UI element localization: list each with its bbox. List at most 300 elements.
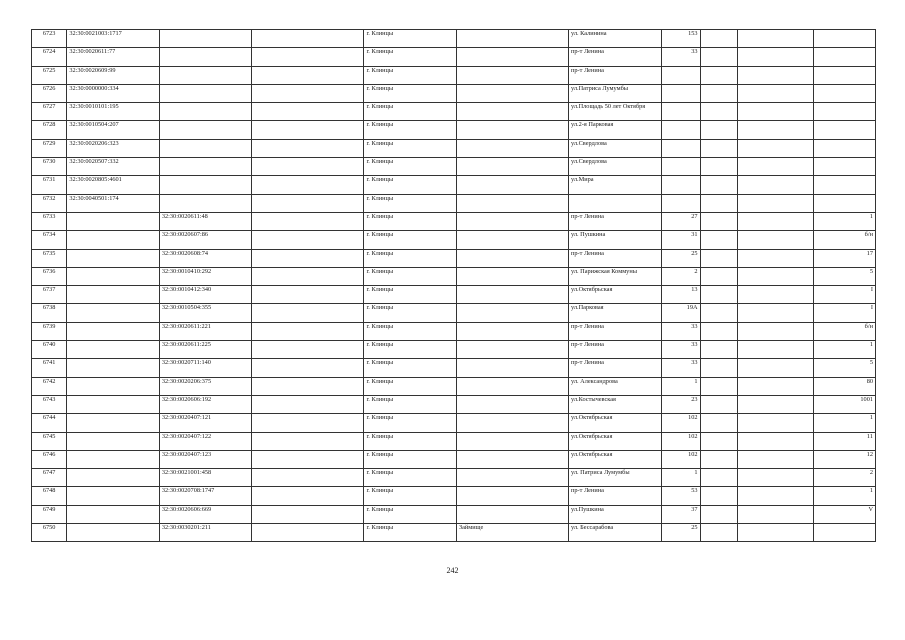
table-row	[32, 395, 876, 413]
street-cell: ул. Патриса Лумумбы	[569, 469, 662, 487]
house-number-cell: 25	[661, 524, 700, 542]
extra-cell	[738, 432, 814, 450]
cadastral-number-cell	[67, 304, 160, 322]
city-cell: г. Клинцы	[364, 249, 457, 267]
house-number-cell: 1	[661, 377, 700, 395]
apartment-cell: 11	[813, 432, 875, 450]
city-cell: г. Клинцы	[364, 450, 457, 468]
city-cell: г. Клинцы	[364, 395, 457, 413]
building-cell	[700, 84, 738, 102]
apartment-cell	[813, 158, 875, 176]
apartment-cell	[813, 176, 875, 194]
table-row	[32, 487, 876, 505]
row-number-cell: 6749	[32, 505, 67, 523]
cadastral-number-cell	[67, 395, 160, 413]
locality-cell	[456, 48, 568, 66]
row-number-cell: 6730	[32, 158, 67, 176]
row-number-cell: 6738	[32, 304, 67, 322]
apartment-cell: 5	[813, 267, 875, 285]
table-row	[32, 359, 876, 377]
cadastral-number-2-cell: 32:30:0020711:140	[159, 359, 252, 377]
extra-cell	[738, 377, 814, 395]
apartment-cell: V	[813, 505, 875, 523]
cadastral-number-cell	[67, 341, 160, 359]
cadastral-number-cell: 32:30:0010101:195	[67, 103, 160, 121]
house-number-cell: 33	[661, 322, 700, 340]
cadastral-number-cell: 32:30:0021003:1717	[67, 30, 160, 48]
cadastral-number-2-cell	[159, 66, 252, 84]
table-row	[32, 322, 876, 340]
building-cell	[700, 286, 738, 304]
table-row	[32, 505, 876, 523]
cadastral-number-cell	[67, 524, 160, 542]
cadastral-number-2-cell: 32:30:0021001:458	[159, 469, 252, 487]
cadastral-number-2-cell	[159, 30, 252, 48]
locality-cell	[456, 286, 568, 304]
empty-cell	[252, 249, 364, 267]
empty-cell	[252, 432, 364, 450]
empty-cell	[252, 469, 364, 487]
city-cell: г. Клинцы	[364, 341, 457, 359]
cadastral-number-2-cell: 32:30:0010412:340	[159, 286, 252, 304]
street-cell: ул.Октябрьская	[569, 286, 662, 304]
cadastral-number-cell	[67, 377, 160, 395]
table-row	[32, 450, 876, 468]
cadastral-number-cell: 32:30:0000000:334	[67, 84, 160, 102]
street-cell: ул.Парковая	[569, 304, 662, 322]
cadastral-number-2-cell	[159, 48, 252, 66]
apartment-cell: 1001	[813, 395, 875, 413]
extra-cell	[738, 505, 814, 523]
locality-cell	[456, 158, 568, 176]
row-number-cell: 6743	[32, 395, 67, 413]
cadastral-number-cell	[67, 322, 160, 340]
empty-cell	[252, 30, 364, 48]
empty-cell	[252, 267, 364, 285]
apartment-cell: 1	[813, 487, 875, 505]
table-row	[32, 121, 876, 139]
building-cell	[700, 139, 738, 157]
locality-cell	[456, 377, 568, 395]
table-row	[32, 414, 876, 432]
empty-cell	[252, 84, 364, 102]
table-row	[32, 139, 876, 157]
locality-cell	[456, 322, 568, 340]
locality-cell	[456, 231, 568, 249]
locality-cell	[456, 450, 568, 468]
city-cell: г. Клинцы	[364, 158, 457, 176]
cadastral-number-cell: 32:30:0020611:77	[67, 48, 160, 66]
extra-cell	[738, 524, 814, 542]
city-cell: г. Клинцы	[364, 121, 457, 139]
row-number-cell: 6723	[32, 30, 67, 48]
building-cell	[700, 505, 738, 523]
street-cell: пр-т Ленина	[569, 66, 662, 84]
building-cell	[700, 231, 738, 249]
extra-cell	[738, 450, 814, 468]
city-cell: г. Клинцы	[364, 231, 457, 249]
locality-cell	[456, 139, 568, 157]
city-cell: г. Клинцы	[364, 194, 457, 212]
extra-cell	[738, 249, 814, 267]
table-row	[32, 286, 876, 304]
street-cell: ул.Октябрьская	[569, 450, 662, 468]
cadastral-number-cell	[67, 432, 160, 450]
extra-cell	[738, 103, 814, 121]
cadastral-number-2-cell	[159, 176, 252, 194]
locality-cell	[456, 341, 568, 359]
apartment-cell	[813, 194, 875, 212]
city-cell: г. Клинцы	[364, 286, 457, 304]
extra-cell	[738, 212, 814, 230]
building-cell	[700, 30, 738, 48]
house-number-cell	[661, 158, 700, 176]
apartment-cell	[813, 524, 875, 542]
table-row	[32, 176, 876, 194]
building-cell	[700, 212, 738, 230]
locality-cell	[456, 414, 568, 432]
building-cell	[700, 450, 738, 468]
row-number-cell: 6746	[32, 450, 67, 468]
city-cell: г. Клинцы	[364, 84, 457, 102]
row-number-cell: 6750	[32, 524, 67, 542]
empty-cell	[252, 139, 364, 157]
table-row	[32, 158, 876, 176]
table-row	[32, 30, 876, 48]
street-cell: ул.Октябрьская	[569, 432, 662, 450]
city-cell: г. Клинцы	[364, 103, 457, 121]
table-row	[32, 432, 876, 450]
house-number-cell	[661, 139, 700, 157]
apartment-cell: 12	[813, 450, 875, 468]
empty-cell	[252, 505, 364, 523]
registry-table-body	[32, 30, 876, 542]
house-number-cell: 19А	[661, 304, 700, 322]
city-cell: г. Клинцы	[364, 359, 457, 377]
city-cell: г. Клинцы	[364, 267, 457, 285]
house-number-cell: 102	[661, 414, 700, 432]
row-number-cell: 6748	[32, 487, 67, 505]
house-number-cell	[661, 121, 700, 139]
cadastral-number-2-cell	[159, 121, 252, 139]
cadastral-number-2-cell: 32:30:0020606:669	[159, 505, 252, 523]
empty-cell	[252, 395, 364, 413]
row-number-cell: 6739	[32, 322, 67, 340]
apartment-cell	[813, 121, 875, 139]
street-cell: ул.Площадь 50 лет Октября	[569, 103, 662, 121]
building-cell	[700, 395, 738, 413]
apartment-cell: I	[813, 304, 875, 322]
locality-cell	[456, 176, 568, 194]
house-number-cell: 1	[661, 469, 700, 487]
building-cell	[700, 322, 738, 340]
cadastral-number-cell: 32:30:0020609:99	[67, 66, 160, 84]
row-number-cell: 6747	[32, 469, 67, 487]
cadastral-number-2-cell: 32:30:0020606:192	[159, 395, 252, 413]
street-cell: ул.Октябрьская	[569, 414, 662, 432]
cadastral-number-2-cell: 32:30:0020607:86	[159, 231, 252, 249]
cadastral-number-cell	[67, 249, 160, 267]
empty-cell	[252, 524, 364, 542]
empty-cell	[252, 66, 364, 84]
street-cell: ул.Костычевская	[569, 395, 662, 413]
table-row	[32, 66, 876, 84]
cadastral-number-cell	[67, 487, 160, 505]
row-number-cell: 6733	[32, 212, 67, 230]
apartment-cell: 2	[813, 469, 875, 487]
building-cell	[700, 524, 738, 542]
building-cell	[700, 176, 738, 194]
city-cell: г. Клинцы	[364, 414, 457, 432]
apartment-cell: 80	[813, 377, 875, 395]
cadastral-number-cell: 32:30:0020507:332	[67, 158, 160, 176]
street-cell: ул. Парижская Коммуны	[569, 267, 662, 285]
table-row	[32, 524, 876, 542]
extra-cell	[738, 304, 814, 322]
apartment-cell: б/н	[813, 231, 875, 249]
empty-cell	[252, 341, 364, 359]
cadastral-number-cell	[67, 267, 160, 285]
row-number-cell: 6724	[32, 48, 67, 66]
city-cell: г. Клинцы	[364, 48, 457, 66]
cadastral-number-2-cell: 32:30:0010410:292	[159, 267, 252, 285]
cadastral-number-2-cell	[159, 194, 252, 212]
cadastral-number-2-cell: 32:30:0020407:123	[159, 450, 252, 468]
empty-cell	[252, 121, 364, 139]
locality-cell	[456, 194, 568, 212]
building-cell	[700, 377, 738, 395]
city-cell: г. Клинцы	[364, 212, 457, 230]
locality-cell	[456, 505, 568, 523]
empty-cell	[252, 304, 364, 322]
empty-cell	[252, 194, 364, 212]
cadastral-number-cell: 32:30:0020206:323	[67, 139, 160, 157]
building-cell	[700, 66, 738, 84]
cadastral-number-cell: 32:30:0040501:174	[67, 194, 160, 212]
locality-cell	[456, 304, 568, 322]
city-cell: г. Клинцы	[364, 469, 457, 487]
empty-cell	[252, 377, 364, 395]
house-number-cell: 27	[661, 212, 700, 230]
cadastral-number-2-cell: 32:30:0020206:375	[159, 377, 252, 395]
building-cell	[700, 194, 738, 212]
extra-cell	[738, 158, 814, 176]
locality-cell	[456, 469, 568, 487]
locality-cell	[456, 212, 568, 230]
table-row	[32, 84, 876, 102]
row-number-cell: 6726	[32, 84, 67, 102]
house-number-cell	[661, 103, 700, 121]
row-number-cell: 6734	[32, 231, 67, 249]
cadastral-number-cell	[67, 231, 160, 249]
extra-cell	[738, 286, 814, 304]
street-cell: ул. Пушкина	[569, 231, 662, 249]
house-number-cell: 37	[661, 505, 700, 523]
row-number-cell: 6729	[32, 139, 67, 157]
house-number-cell: 53	[661, 487, 700, 505]
street-cell: пр-т Ленина	[569, 359, 662, 377]
table-row	[32, 469, 876, 487]
apartment-cell: 1	[813, 341, 875, 359]
row-number-cell: 6732	[32, 194, 67, 212]
house-number-cell: 153	[661, 30, 700, 48]
table-row	[32, 231, 876, 249]
extra-cell	[738, 267, 814, 285]
street-cell: пр-т Ленина	[569, 487, 662, 505]
extra-cell	[738, 194, 814, 212]
street-cell: пр-т Ленина	[569, 249, 662, 267]
city-cell: г. Клинцы	[364, 487, 457, 505]
street-cell: ул.2-я Парковая	[569, 121, 662, 139]
building-cell	[700, 158, 738, 176]
apartment-cell	[813, 84, 875, 102]
street-cell: ул.Патриса Лумумбы	[569, 84, 662, 102]
empty-cell	[252, 286, 364, 304]
empty-cell	[252, 48, 364, 66]
extra-cell	[738, 395, 814, 413]
building-cell	[700, 432, 738, 450]
street-cell: ул.Пушкина	[569, 505, 662, 523]
house-number-cell	[661, 66, 700, 84]
locality-cell	[456, 103, 568, 121]
cadastral-number-cell	[67, 286, 160, 304]
street-cell: ул. Бессарабова	[569, 524, 662, 542]
locality-cell	[456, 487, 568, 505]
house-number-cell: 25	[661, 249, 700, 267]
extra-cell	[738, 322, 814, 340]
cadastral-number-cell: 32:30:0020805:4601	[67, 176, 160, 194]
apartment-cell	[813, 103, 875, 121]
table-row	[32, 48, 876, 66]
building-cell	[700, 249, 738, 267]
building-cell	[700, 487, 738, 505]
street-cell: пр-т Ленина	[569, 341, 662, 359]
cadastral-number-2-cell: 32:30:0020407:122	[159, 432, 252, 450]
cadastral-number-2-cell	[159, 139, 252, 157]
street-cell: ул.Свердлова	[569, 158, 662, 176]
row-number-cell: 6731	[32, 176, 67, 194]
table-row	[32, 267, 876, 285]
house-number-cell: 33	[661, 341, 700, 359]
city-cell: г. Клинцы	[364, 322, 457, 340]
street-cell: пр-т Ленина	[569, 212, 662, 230]
cadastral-number-2-cell: 32:30:0010504:355	[159, 304, 252, 322]
locality-cell	[456, 267, 568, 285]
locality-cell	[456, 432, 568, 450]
street-cell: ул. Александрова	[569, 377, 662, 395]
city-cell: г. Клинцы	[364, 176, 457, 194]
empty-cell	[252, 103, 364, 121]
building-cell	[700, 414, 738, 432]
empty-cell	[252, 158, 364, 176]
cadastral-number-2-cell: 32:30:0020407:121	[159, 414, 252, 432]
locality-cell	[456, 395, 568, 413]
row-number-cell: 6741	[32, 359, 67, 377]
apartment-cell: 5	[813, 359, 875, 377]
house-number-cell: 33	[661, 359, 700, 377]
house-number-cell	[661, 84, 700, 102]
empty-cell	[252, 487, 364, 505]
locality-cell	[456, 249, 568, 267]
city-cell: г. Клинцы	[364, 505, 457, 523]
row-number-cell: 6725	[32, 66, 67, 84]
cadastral-number-2-cell: 32:30:0020708:1747	[159, 487, 252, 505]
extra-cell	[738, 139, 814, 157]
extra-cell	[738, 66, 814, 84]
table-row	[32, 212, 876, 230]
locality-cell	[456, 84, 568, 102]
house-number-cell: 102	[661, 432, 700, 450]
extra-cell	[738, 176, 814, 194]
apartment-cell	[813, 139, 875, 157]
extra-cell	[738, 359, 814, 377]
empty-cell	[252, 450, 364, 468]
row-number-cell: 6736	[32, 267, 67, 285]
extra-cell	[738, 84, 814, 102]
street-cell	[569, 194, 662, 212]
building-cell	[700, 359, 738, 377]
house-number-cell: 31	[661, 231, 700, 249]
house-number-cell: 13	[661, 286, 700, 304]
locality-cell	[456, 121, 568, 139]
house-number-cell: 102	[661, 450, 700, 468]
street-cell: пр-т Ленина	[569, 322, 662, 340]
empty-cell	[252, 176, 364, 194]
cadastral-number-2-cell: 32:30:0020611:225	[159, 341, 252, 359]
row-number-cell: 6735	[32, 249, 67, 267]
city-cell: г. Клинцы	[364, 66, 457, 84]
cadastral-number-2-cell	[159, 103, 252, 121]
cadastral-number-cell	[67, 450, 160, 468]
city-cell: г. Клинцы	[364, 304, 457, 322]
cadastral-number-2-cell	[159, 158, 252, 176]
city-cell: г. Клинцы	[364, 139, 457, 157]
table-row	[32, 341, 876, 359]
row-number-cell: 6740	[32, 341, 67, 359]
building-cell	[700, 469, 738, 487]
extra-cell	[738, 121, 814, 139]
house-number-cell	[661, 176, 700, 194]
house-number-cell: 2	[661, 267, 700, 285]
cadastral-number-cell	[67, 505, 160, 523]
extra-cell	[738, 341, 814, 359]
city-cell: г. Клинцы	[364, 524, 457, 542]
property-registry-table	[31, 29, 876, 542]
page-number: 242	[446, 566, 459, 575]
empty-cell	[252, 359, 364, 377]
cadastral-number-2-cell: 32:30:0020611:221	[159, 322, 252, 340]
empty-cell	[252, 231, 364, 249]
extra-cell	[738, 30, 814, 48]
locality-cell	[456, 359, 568, 377]
house-number-cell: 23	[661, 395, 700, 413]
extra-cell	[738, 469, 814, 487]
apartment-cell	[813, 66, 875, 84]
city-cell: г. Клинцы	[364, 30, 457, 48]
building-cell	[700, 341, 738, 359]
empty-cell	[252, 322, 364, 340]
extra-cell	[738, 487, 814, 505]
row-number-cell: 6744	[32, 414, 67, 432]
cadastral-number-2-cell: 32:30:0030201:211	[159, 524, 252, 542]
apartment-cell: 17	[813, 249, 875, 267]
house-number-cell: 33	[661, 48, 700, 66]
extra-cell	[738, 231, 814, 249]
cadastral-number-2-cell: 32:30:0020611:48	[159, 212, 252, 230]
building-cell	[700, 267, 738, 285]
city-cell: г. Клинцы	[364, 432, 457, 450]
apartment-cell	[813, 30, 875, 48]
